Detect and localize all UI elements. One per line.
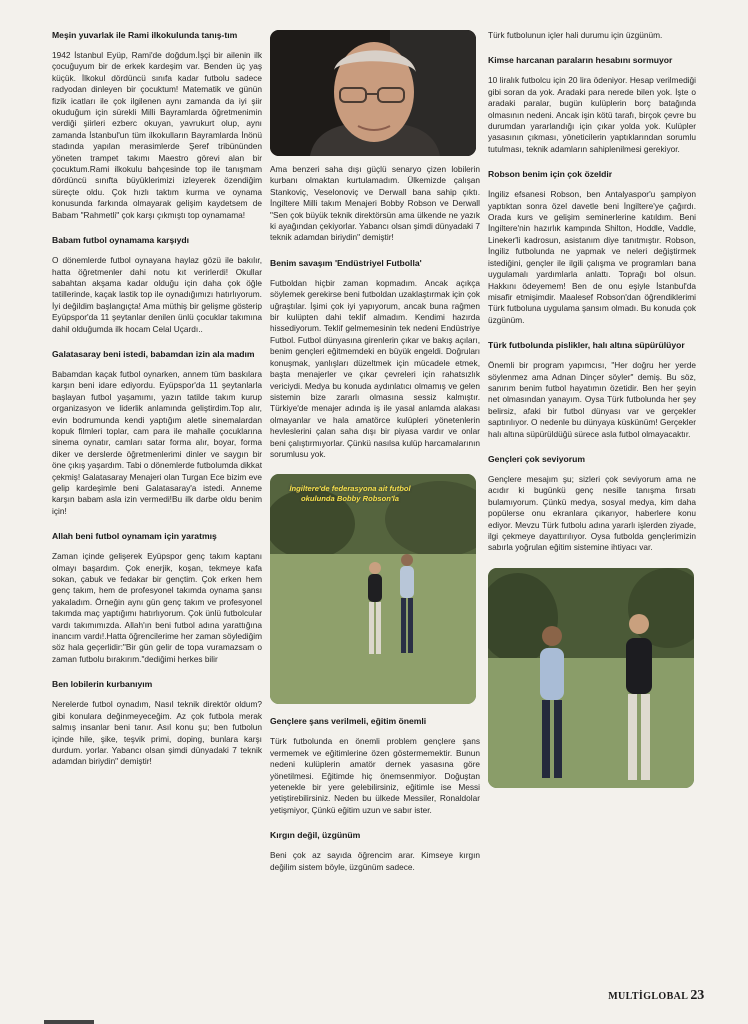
heading-not-offended: Kırgın değil, üzgünüm <box>270 830 361 841</box>
heading-swept-under-rug: Türk futbolunda pislikler, halı altına süpürülüyor <box>488 340 685 351</box>
paragraph-robson: İngiliz efsanesi Robson, ben Antalyaspor'u şampiyon yaptıktan sonra özel davetle beni İngiltere'ye çağırdı. Orada kurs ve gelişim seminerlerine katıldım. Beni İngiltere'nin hazırlık kampında Shilton, Hoddle, Vaddle, Lineker'li kadrosun, asistanım diye tanıtmıştır. Robson, İngiliz futbolunda ne yapmak ve neleri değiştirmek istediğini, gençler ile ilgili çalışma ve programları bana uygulamalı yardımlarla anlattı. Toprağı bol olsun. Hakkını ödeyemem! Ben de onu eşiyle İstanbul'da misafir etmişimdir. Maalesef Robson'dan öğrendiklerimi Türk futboluna uygulama şansım olmadı. Bu konuda çok üzgünüm. <box>488 189 696 325</box>
training-photo <box>488 568 694 788</box>
heading-industrial-football: Benim savaşım 'Endüstriyel Futbolla' <box>270 257 422 268</box>
heading-lobby-victim: Ben lobilerin kurbanıyım <box>52 679 153 690</box>
brand-global: GLOBAL <box>643 991 689 1002</box>
paragraph-lobby: Nerelerde futbol oynadım, Nasıl teknik direktör oldum? gibi konulara değinmeyeceğim. Az çok futbola merak salmış insanlar beni tanır. Asıl konu şu; ben futbolun içinde hile, şike, teşvik primi, doping, bunlara karşı durdum. yorlar. Yabancı olsan şimdi dünyadaki 7 teknik adamdan biriydin" demiştir! <box>52 699 262 767</box>
heading-love-youth: Gençleri çok seviyorum <box>488 453 585 464</box>
page-number: 23 <box>690 988 704 1003</box>
column-middle <box>270 30 480 887</box>
heading-chance-to-youth: Gençlere şans verilmeli, eğitim önemli <box>270 716 427 727</box>
page-footer <box>608 988 704 1004</box>
paragraph-sad-state: Türk futbolunun içler hali durumu için üzgünüm. <box>488 30 663 40</box>
paragraph-uncertainty: Önemli bir program yapımcısı, "Her doğru her yerde söylenmez ama Adnan Dinçer söyler" demiş. Bu söz, sanırım benim futbol hayatımın özetidir. Ben her şeyin net olmasından yanayım. Oysa Türk futbolunda her şey belirsiz, afaki bir futbol dünyası var ve gerçekler saptırılıyor. O nedenle bu dünyaya küskünüm! Gerçekler halı altına süpürüldüğü sürece asla futbol olmayacaktır. <box>488 360 696 439</box>
robson-photo-caption: İngiltere'de federasyona ait futbol okulunda Bobby Robson'la <box>289 484 411 504</box>
column-right <box>488 30 696 788</box>
paragraph-youth-education: Türk futbolunda en önemli problem gençlere şans vermemek ve eğitimlerine özen göstermemektir. Bunun nedeni kulüplerin amatör dernek yasasına göre yönetilmesi. Eğitimde hiç önemsenmiyor. Doğuştan yetenekle bir yere gelebilirsiniz, eğitimle ise Messi yetiştirebilirsiniz. Neden bu ülkede Messiler, Ronaldolar yetişmiyor, Çünkü eğitim uzun ve sabır ister. <box>270 736 480 815</box>
portrait-image <box>270 30 476 156</box>
paragraph-school-days: O dönemlerde futbol oynayana haylaz gözü ile bakılır, hatta öğretmenler dahi notu kıt verirlerdi! Okullar sabahtan akşama kadar olduğu için daha çok öğle tatillerinde, kaçak lastik top ile oynadığımızı hatırlıyorum. İyi değildim başlangıçta! Ama müthiş bir gelişme gösterip Eyüpspor'da 11 şeytanlar denilen ünlü çocuklar takımına dahil olduğumda ilk hocam Celal Uçardı.. <box>52 255 262 334</box>
heading-rami-school: Meşin yuvarlak ile Rami ilkokulunda tanış-tım <box>52 30 238 40</box>
paragraph-childhood: 1942 İstanbul Eyüp, Rami'de doğdum.İşçi bir ailenin ilk çocuğuyum bir de erkek kardeşim var. Benden üç yaş küçük. İlkokul dördüncü sınıfa kadar futbolu sadece radyodan dinleyen bir çocuktum! Matematik ve günün fizik icatları ile çok ilgilenen aynı zamanda da iyi şiir okuduğum için sürekli Milli Bayramlarda öğretmenimin verdiği şiirleri ezberc okuyan, yavrukurt olup, aynı zamanda İstanbul'un tüm ilkokulların Bayramlarda İnönü stadında yapılan merasimlerde Şeref tribününden yöneten trampet takımı Maestro görevi alan bir çocuktum.Rami ilkokulu bahçesinde top ile tanışmam dördüncü sınıfta büyüklerimizi izleyerek özendiğim süreçte oldu. Çok hızlı taktım kurma ve oynama konusunda farkında olmayarak gelişim kaydetsem de Babam "Rahmetli" çok karşı çıkmıştı top oynamama! <box>52 50 262 220</box>
column-left <box>52 30 262 782</box>
paragraph-foreign-coaches: Ama benzeri saha dışı güçlü senaryo çizen lobilerin kurbanı olmaktan kurtulamadım. Ülkemizde çalışan Stankoviç, Veselonoviç ve Derwall bana sahip çıktı. İngiltere Milli takım Menajeri Bobby Robson ve Derwall "Sen çok büyük teknik direktörsün ama ülkende ne yazık ki ayağından çekiyorlar. Yabancı olsan şimdi dünyadaki 7 teknik adamdan biriydin" demiştir! <box>270 164 480 243</box>
portrait-photo <box>270 30 476 156</box>
paragraph-galatasaray: Babamdan kaçak futbol oynarken, annem tüm baskılara karşın beni idare ediyordu. Eyüpspor'da 11 şeytanlarla başlayan futbol yaşamımı, yazın tatilde takım kurup organizasyon ve liderlik anlamında geliştirdim.Top alır, evin bodrumunda kendi yaptığım aletle sinemalardan kopuk filmleri toplar, cam para ile mahalle çocuklarına sinema oynatır, camları satar forma alır, boyar, forma diker ve derslerde öğretmenlerimi dinler ve saygın bir öne çıkış yaşardım. Tabi o dönemlerde futbolumda dikkat çekmiş! Galatasaray Menajeri olan Turgan Ece bizim eve gelip kardeşimle beni Galatasaray'a istedi. Anneme karşın babam asla izin vermedi!Bu ilk darbe oldu benim için! <box>52 368 262 516</box>
paragraph-eyupspor-captain: Zaman içinde gelişerek Eyüpspor genç takım kaptanı olmayı başardım. Çok enerjik, koşan, tekmeye kafa sokan, çabuk ve fedakar bir gençtim. Çok erken hem genç takım, hem de profesyonel takımda oynama şansı yakaladım. Örneğin aynı gün genç takım ve profesyonel takımda maç yaptığımı hatırlıyorum. Çok ünlü futbolcular vardı takımımızda. Allah'ın beni futbol adına yarattığına inancım vardı!.Hatta öğrencilerime her zaman söylediğim söz hala geçerlidir:"Bir gün gelir de topa vuramazsam o zaman futbolu bırakırım."dediğimi herkes bilir <box>52 551 262 664</box>
paragraph-message-youth: Gençlere mesajım şu; sizleri çok seviyorum ama ne acıdır ki bugünkü genç nesille tanışma fırsatı bulamıyorum. Çünkü medya, sosyal medya, kim daha popülerse onu ekranlara çıkarıyor, haberlere konu ediyor. Mevzu Türk futbolu adına yararlı işlerden ziyade, ilgi çekmeye dayattırılıyor. Oysa futbolda gençlerimizin sabırla yoğrulan eğitim sistemine ihtiyacı var. <box>488 473 696 553</box>
corner-mark <box>44 1020 94 1024</box>
heading-created-for-football: Allah beni futbol oynamam için yaratmış <box>52 531 217 542</box>
brand-multi: MULTİ <box>608 991 644 1002</box>
training-image <box>488 568 694 788</box>
robson-image <box>270 474 476 704</box>
paragraph-students: Beni çok az sayıda öğrencim arar. Kimseye kırgın değilim sistem böyle, üzgünüm sadece. <box>270 850 480 872</box>
heading-money-account: Kimse harcanan paraların hesabını sormuyor <box>488 55 673 66</box>
paragraph-industrial-football: Futboldan hiçbir zaman kopmadım. Ancak açıkça söylemek gerekirse beni futboldan uzaklaştırmak için çok uğraştılar. İşimi çok iyi yapıyorum, ancak buna rağmen bir kulüpten dahi teklif almadım. Kendimi hazırda hissediyorum. Teklif gelmemesinin tek nedeni Endüstriye Futbol. Futbol dünyasına girenlerin çıkar ve bakış açıları, benim gençleri eğitmemdeki en büyük engeldi. Doğruları konuşmak, yanlışları düzeltmek için mücadele etmek, başta menajerler ve çıkar çevreleri için rahatsızlık vericiydi. Medya bu konuda aydınlatıcı olmamış ve gelen sistemin bize zararlı olmasına sessiz kalmıştır. Türkiye'de menajer adında iş ile yasal anlamda alakası olmayanlar ve hala amatörce kulüpleri yönetenlerin hevleslerini çalan saha dışı bir piyasa vardır ve onlar beni çalıştırmıyorlar. Çünkü nasılsa kulüp harcamalarının sorumlusu yok. <box>270 277 480 459</box>
robson-photo <box>270 474 476 704</box>
heading-father-against: Babam futbol oynamama karşıydı <box>52 235 190 246</box>
heading-galatasaray: Galatasaray beni istedi, babamdan izin ala madım <box>52 348 255 359</box>
heading-robson-special: Robson benim için çok özeldir <box>488 169 613 180</box>
paragraph-money: 10 liralık futbolcu için 20 lira ödeniyor. Hesap verilmediği gibi soran da yok. Aradaki para nerede bilen yok. İşte o aradaki paralar, bugün kulüplerin borç batağında olmasının nedeni. Ancak işin kötü tarafı, birçok çevre bu durumdan yararlandığı için çıkar yolda yok. Kulüpler yasasının çıkması, yöneticilerin yaptıklarından sorumlu tutulması, teknik adamların sahiplenilmesi gerekiyor. <box>488 75 696 154</box>
